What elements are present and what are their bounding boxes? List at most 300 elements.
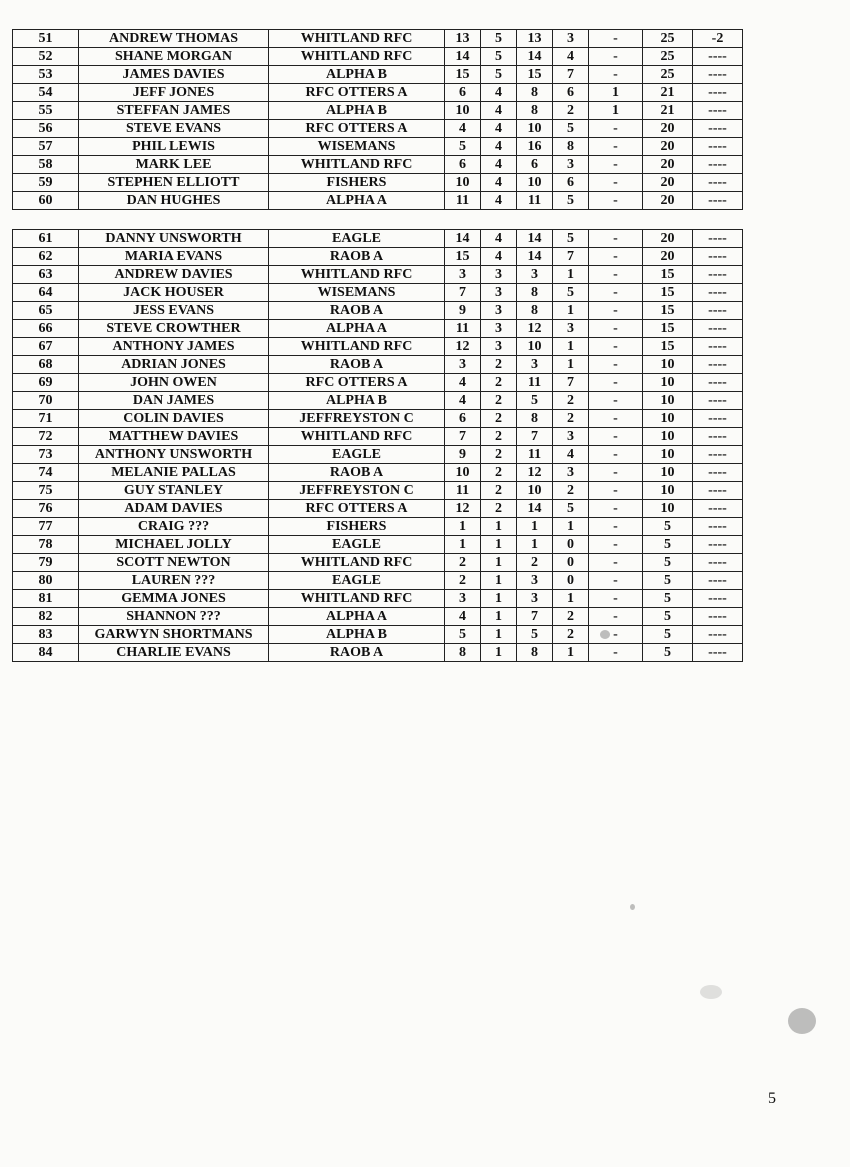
player-name: MARK LEE — [79, 156, 269, 174]
team-name: ALPHA A — [269, 608, 445, 626]
points: 20 — [643, 174, 693, 192]
stat-3: 3 — [517, 356, 553, 374]
table-row — [13, 572, 743, 590]
team-name: RFC OTTERS A — [269, 374, 445, 392]
stat-3: 6 — [517, 156, 553, 174]
points: 10 — [643, 410, 693, 428]
stat-3: 3 — [517, 590, 553, 608]
stat-1: 1 — [445, 518, 481, 536]
stat-1: 11 — [445, 320, 481, 338]
player-name: JACK HOUSER — [79, 284, 269, 302]
stat-1: 13 — [445, 30, 481, 48]
row-position: 80 — [13, 572, 79, 590]
adjustment: ---- — [693, 482, 743, 500]
table-row — [13, 338, 743, 356]
player-name: STEPHEN ELLIOTT — [79, 174, 269, 192]
stat-3: 12 — [517, 320, 553, 338]
points: 15 — [643, 266, 693, 284]
player-name: MICHAEL JOLLY — [79, 536, 269, 554]
table-row — [13, 446, 743, 464]
player-name: GEMMA JONES — [79, 590, 269, 608]
team-name: RFC OTTERS A — [269, 120, 445, 138]
stat-1: 12 — [445, 338, 481, 356]
team-name: JEFFREYSTON C — [269, 482, 445, 500]
stat-1: 11 — [445, 482, 481, 500]
stat-2: 2 — [481, 392, 517, 410]
row-position: 78 — [13, 536, 79, 554]
stat-3: 14 — [517, 248, 553, 266]
stat-2: 2 — [481, 464, 517, 482]
stat-2: 4 — [481, 138, 517, 156]
stat-5: - — [589, 338, 643, 356]
row-position: 82 — [13, 608, 79, 626]
points: 21 — [643, 84, 693, 102]
stat-3: 11 — [517, 374, 553, 392]
row-position: 65 — [13, 302, 79, 320]
stat-4: 1 — [553, 356, 589, 374]
adjustment: ---- — [693, 590, 743, 608]
stat-5: - — [589, 230, 643, 248]
stat-4: 0 — [553, 572, 589, 590]
row-position: 79 — [13, 554, 79, 572]
table-row — [13, 518, 743, 536]
stat-5: - — [589, 66, 643, 84]
player-name: ANTHONY JAMES — [79, 338, 269, 356]
adjustment: ---- — [693, 554, 743, 572]
row-position: 58 — [13, 156, 79, 174]
team-name: ALPHA B — [269, 392, 445, 410]
table-row — [13, 302, 743, 320]
stat-1: 11 — [445, 192, 481, 210]
table-row — [13, 500, 743, 518]
adjustment: ---- — [693, 626, 743, 644]
stat-1: 3 — [445, 590, 481, 608]
adjustment: ---- — [693, 174, 743, 192]
stat-5: - — [589, 482, 643, 500]
stat-4: 7 — [553, 374, 589, 392]
adjustment: ---- — [693, 192, 743, 210]
stat-2: 5 — [481, 30, 517, 48]
stat-4: 3 — [553, 428, 589, 446]
points: 5 — [643, 644, 693, 662]
points: 15 — [643, 302, 693, 320]
row-position: 76 — [13, 500, 79, 518]
points: 5 — [643, 536, 693, 554]
stat-2: 1 — [481, 644, 517, 662]
stat-2: 2 — [481, 482, 517, 500]
stat-1: 5 — [445, 626, 481, 644]
stat-3: 14 — [517, 500, 553, 518]
stat-2: 2 — [481, 356, 517, 374]
stat-3: 8 — [517, 302, 553, 320]
stat-5: 1 — [589, 102, 643, 120]
row-position: 57 — [13, 138, 79, 156]
stat-5: - — [589, 608, 643, 626]
player-name: COLIN DAVIES — [79, 410, 269, 428]
team-name: RAOB A — [269, 302, 445, 320]
row-position: 69 — [13, 374, 79, 392]
table-row — [13, 410, 743, 428]
table-row — [13, 174, 743, 192]
points: 10 — [643, 446, 693, 464]
adjustment: ---- — [693, 156, 743, 174]
team-name: WHITLAND RFC — [269, 48, 445, 66]
stat-2: 4 — [481, 174, 517, 192]
stat-4: 2 — [553, 482, 589, 500]
stat-5: - — [589, 518, 643, 536]
stat-1: 2 — [445, 554, 481, 572]
stat-5: - — [589, 374, 643, 392]
row-position: 55 — [13, 102, 79, 120]
stat-5: - — [589, 174, 643, 192]
stat-5: - — [589, 500, 643, 518]
points: 5 — [643, 554, 693, 572]
table-row — [13, 66, 743, 84]
team-name: RAOB A — [269, 644, 445, 662]
team-name: WHITLAND RFC — [269, 554, 445, 572]
table-row — [13, 266, 743, 284]
team-name: ALPHA A — [269, 320, 445, 338]
adjustment: ---- — [693, 518, 743, 536]
row-position: 67 — [13, 338, 79, 356]
table-row — [13, 608, 743, 626]
adjustment: ---- — [693, 302, 743, 320]
adjustment: ---- — [693, 410, 743, 428]
stat-5: - — [589, 554, 643, 572]
stain-mark — [788, 1008, 816, 1034]
table-row — [13, 48, 743, 66]
stat-1: 2 — [445, 572, 481, 590]
stat-2: 4 — [481, 192, 517, 210]
stat-2: 1 — [481, 590, 517, 608]
team-name: RFC OTTERS A — [269, 84, 445, 102]
stat-4: 1 — [553, 590, 589, 608]
table-row — [13, 482, 743, 500]
player-name: MARIA EVANS — [79, 248, 269, 266]
stat-2: 1 — [481, 572, 517, 590]
stat-2: 4 — [481, 120, 517, 138]
stat-3: 1 — [517, 536, 553, 554]
row-position: 54 — [13, 84, 79, 102]
player-name: SHANE MORGAN — [79, 48, 269, 66]
player-name: ADAM DAVIES — [79, 500, 269, 518]
stat-3: 3 — [517, 266, 553, 284]
points: 10 — [643, 428, 693, 446]
team-name: EAGLE — [269, 230, 445, 248]
points: 5 — [643, 590, 693, 608]
points: 20 — [643, 230, 693, 248]
stat-3: 13 — [517, 30, 553, 48]
row-position: 60 — [13, 192, 79, 210]
table-row — [13, 644, 743, 662]
table-row — [13, 536, 743, 554]
player-name: JEFF JONES — [79, 84, 269, 102]
stat-1: 15 — [445, 248, 481, 266]
player-name: MATTHEW DAVIES — [79, 428, 269, 446]
stat-5: 1 — [589, 84, 643, 102]
team-name: RAOB A — [269, 248, 445, 266]
row-position: 63 — [13, 266, 79, 284]
stat-1: 6 — [445, 84, 481, 102]
stat-2: 1 — [481, 554, 517, 572]
stat-5: - — [589, 30, 643, 48]
stat-3: 8 — [517, 84, 553, 102]
table-row — [13, 230, 743, 248]
stat-4: 6 — [553, 84, 589, 102]
row-position: 70 — [13, 392, 79, 410]
adjustment: ---- — [693, 284, 743, 302]
team-name: RAOB A — [269, 356, 445, 374]
table-row — [13, 590, 743, 608]
points: 15 — [643, 338, 693, 356]
stat-4: 1 — [553, 644, 589, 662]
stat-5: - — [589, 446, 643, 464]
player-name: GARWYN SHORTMANS — [79, 626, 269, 644]
stat-1: 10 — [445, 174, 481, 192]
row-position: 71 — [13, 410, 79, 428]
stat-2: 2 — [481, 428, 517, 446]
stat-4: 1 — [553, 518, 589, 536]
points: 5 — [643, 608, 693, 626]
player-name: SCOTT NEWTON — [79, 554, 269, 572]
table-row — [13, 392, 743, 410]
points: 20 — [643, 120, 693, 138]
stat-3: 15 — [517, 66, 553, 84]
stat-1: 14 — [445, 48, 481, 66]
team-name: ALPHA B — [269, 102, 445, 120]
stat-3: 12 — [517, 464, 553, 482]
stat-2: 1 — [481, 626, 517, 644]
points: 10 — [643, 482, 693, 500]
stat-1: 9 — [445, 446, 481, 464]
stain-mark — [600, 630, 610, 639]
adjustment: ---- — [693, 536, 743, 554]
row-position: 83 — [13, 626, 79, 644]
stat-5: - — [589, 266, 643, 284]
stat-5: - — [589, 302, 643, 320]
points: 25 — [643, 66, 693, 84]
stat-5: - — [589, 156, 643, 174]
stat-3: 10 — [517, 338, 553, 356]
stat-2: 4 — [481, 248, 517, 266]
team-name: WHITLAND RFC — [269, 156, 445, 174]
points: 5 — [643, 572, 693, 590]
stat-1: 3 — [445, 356, 481, 374]
stat-1: 1 — [445, 536, 481, 554]
row-position: 77 — [13, 518, 79, 536]
player-name: DAN JAMES — [79, 392, 269, 410]
player-name: ADRIAN JONES — [79, 356, 269, 374]
stat-4: 2 — [553, 626, 589, 644]
stat-5: - — [589, 138, 643, 156]
stat-1: 14 — [445, 230, 481, 248]
adjustment: ---- — [693, 464, 743, 482]
stat-1: 7 — [445, 284, 481, 302]
adjustment: ---- — [693, 120, 743, 138]
stat-5: - — [589, 464, 643, 482]
adjustment: ---- — [693, 320, 743, 338]
team-name: WHITLAND RFC — [269, 428, 445, 446]
stat-3: 11 — [517, 192, 553, 210]
points: 15 — [643, 284, 693, 302]
team-name: EAGLE — [269, 572, 445, 590]
team-name: FISHERS — [269, 174, 445, 192]
stat-4: 6 — [553, 174, 589, 192]
stat-4: 0 — [553, 554, 589, 572]
row-position: 51 — [13, 30, 79, 48]
table-row — [13, 138, 743, 156]
stat-3: 5 — [517, 392, 553, 410]
stat-5: - — [589, 428, 643, 446]
player-name: PHIL LEWIS — [79, 138, 269, 156]
points: 25 — [643, 48, 693, 66]
points: 10 — [643, 500, 693, 518]
row-position: 62 — [13, 248, 79, 266]
page-number: 5 — [768, 1090, 776, 1107]
adjustment: ---- — [693, 572, 743, 590]
table-row — [13, 84, 743, 102]
team-name: ALPHA B — [269, 66, 445, 84]
stat-3: 7 — [517, 608, 553, 626]
stat-3: 5 — [517, 626, 553, 644]
player-name: CHARLIE EVANS — [79, 644, 269, 662]
team-name: WISEMANS — [269, 138, 445, 156]
team-name: ALPHA A — [269, 192, 445, 210]
stat-3: 8 — [517, 102, 553, 120]
stat-4: 5 — [553, 284, 589, 302]
points: 20 — [643, 192, 693, 210]
stat-4: 5 — [553, 120, 589, 138]
stat-1: 6 — [445, 410, 481, 428]
stat-5: - — [589, 410, 643, 428]
stat-4: 3 — [553, 30, 589, 48]
stat-3: 2 — [517, 554, 553, 572]
stat-4: 3 — [553, 320, 589, 338]
stat-1: 10 — [445, 102, 481, 120]
stat-5: - — [589, 356, 643, 374]
team-name: ALPHA B — [269, 626, 445, 644]
adjustment: ---- — [693, 84, 743, 102]
table-row — [13, 192, 743, 210]
adjustment: ---- — [693, 66, 743, 84]
stat-2: 3 — [481, 320, 517, 338]
team-name: EAGLE — [269, 446, 445, 464]
team-name: WHITLAND RFC — [269, 266, 445, 284]
stat-1: 3 — [445, 266, 481, 284]
team-name: FISHERS — [269, 518, 445, 536]
stat-4: 3 — [553, 464, 589, 482]
points: 5 — [643, 518, 693, 536]
player-name: GUY STANLEY — [79, 482, 269, 500]
points: 10 — [643, 356, 693, 374]
points: 20 — [643, 156, 693, 174]
stat-5: - — [589, 392, 643, 410]
stat-4: 0 — [553, 536, 589, 554]
player-name: ANTHONY UNSWORTH — [79, 446, 269, 464]
stat-5: - — [589, 284, 643, 302]
player-name: LAUREN ??? — [79, 572, 269, 590]
stat-4: 1 — [553, 266, 589, 284]
stat-1: 6 — [445, 156, 481, 174]
stat-3: 10 — [517, 120, 553, 138]
stat-5: - — [589, 120, 643, 138]
adjustment: -2 — [693, 30, 743, 48]
table-row — [13, 320, 743, 338]
table-row — [13, 626, 743, 644]
team-name: WISEMANS — [269, 284, 445, 302]
stat-2: 1 — [481, 518, 517, 536]
row-position: 64 — [13, 284, 79, 302]
team-name: RAOB A — [269, 464, 445, 482]
row-position: 61 — [13, 230, 79, 248]
stat-1: 12 — [445, 500, 481, 518]
player-name: DAN HUGHES — [79, 192, 269, 210]
adjustment: ---- — [693, 644, 743, 662]
player-name: DANNY UNSWORTH — [79, 230, 269, 248]
adjustment: ---- — [693, 356, 743, 374]
adjustment: ---- — [693, 48, 743, 66]
stat-4: 5 — [553, 192, 589, 210]
stat-5: - — [589, 626, 643, 644]
row-position: 59 — [13, 174, 79, 192]
stat-4: 3 — [553, 156, 589, 174]
adjustment: ---- — [693, 230, 743, 248]
stat-4: 1 — [553, 302, 589, 320]
adjustment: ---- — [693, 446, 743, 464]
stat-4: 2 — [553, 608, 589, 626]
stat-1: 9 — [445, 302, 481, 320]
table-row — [13, 30, 743, 48]
stat-2: 4 — [481, 156, 517, 174]
player-name: SHANNON ??? — [79, 608, 269, 626]
points: 25 — [643, 30, 693, 48]
table-row — [13, 248, 743, 266]
stat-2: 4 — [481, 102, 517, 120]
player-name: JAMES DAVIES — [79, 66, 269, 84]
stat-4: 5 — [553, 500, 589, 518]
stat-2: 2 — [481, 446, 517, 464]
stat-2: 2 — [481, 500, 517, 518]
player-name: STEFFAN JAMES — [79, 102, 269, 120]
stat-4: 8 — [553, 138, 589, 156]
row-position: 73 — [13, 446, 79, 464]
player-name: MELANIE PALLAS — [79, 464, 269, 482]
points: 10 — [643, 374, 693, 392]
stat-1: 4 — [445, 374, 481, 392]
stat-2: 1 — [481, 608, 517, 626]
team-name: EAGLE — [269, 536, 445, 554]
table-row — [13, 284, 743, 302]
player-name: STEVE CROWTHER — [79, 320, 269, 338]
stat-4: 2 — [553, 102, 589, 120]
table-row — [13, 428, 743, 446]
row-position: 81 — [13, 590, 79, 608]
stat-2: 3 — [481, 284, 517, 302]
row-position: 66 — [13, 320, 79, 338]
table-row — [13, 156, 743, 174]
team-name: WHITLAND RFC — [269, 338, 445, 356]
stat-1: 4 — [445, 120, 481, 138]
row-position: 53 — [13, 66, 79, 84]
stat-2: 4 — [481, 84, 517, 102]
player-name: JOHN OWEN — [79, 374, 269, 392]
table-row — [13, 102, 743, 120]
stain-mark — [630, 904, 635, 910]
player-name: CRAIG ??? — [79, 518, 269, 536]
adjustment: ---- — [693, 428, 743, 446]
stat-3: 1 — [517, 518, 553, 536]
stat-4: 2 — [553, 392, 589, 410]
